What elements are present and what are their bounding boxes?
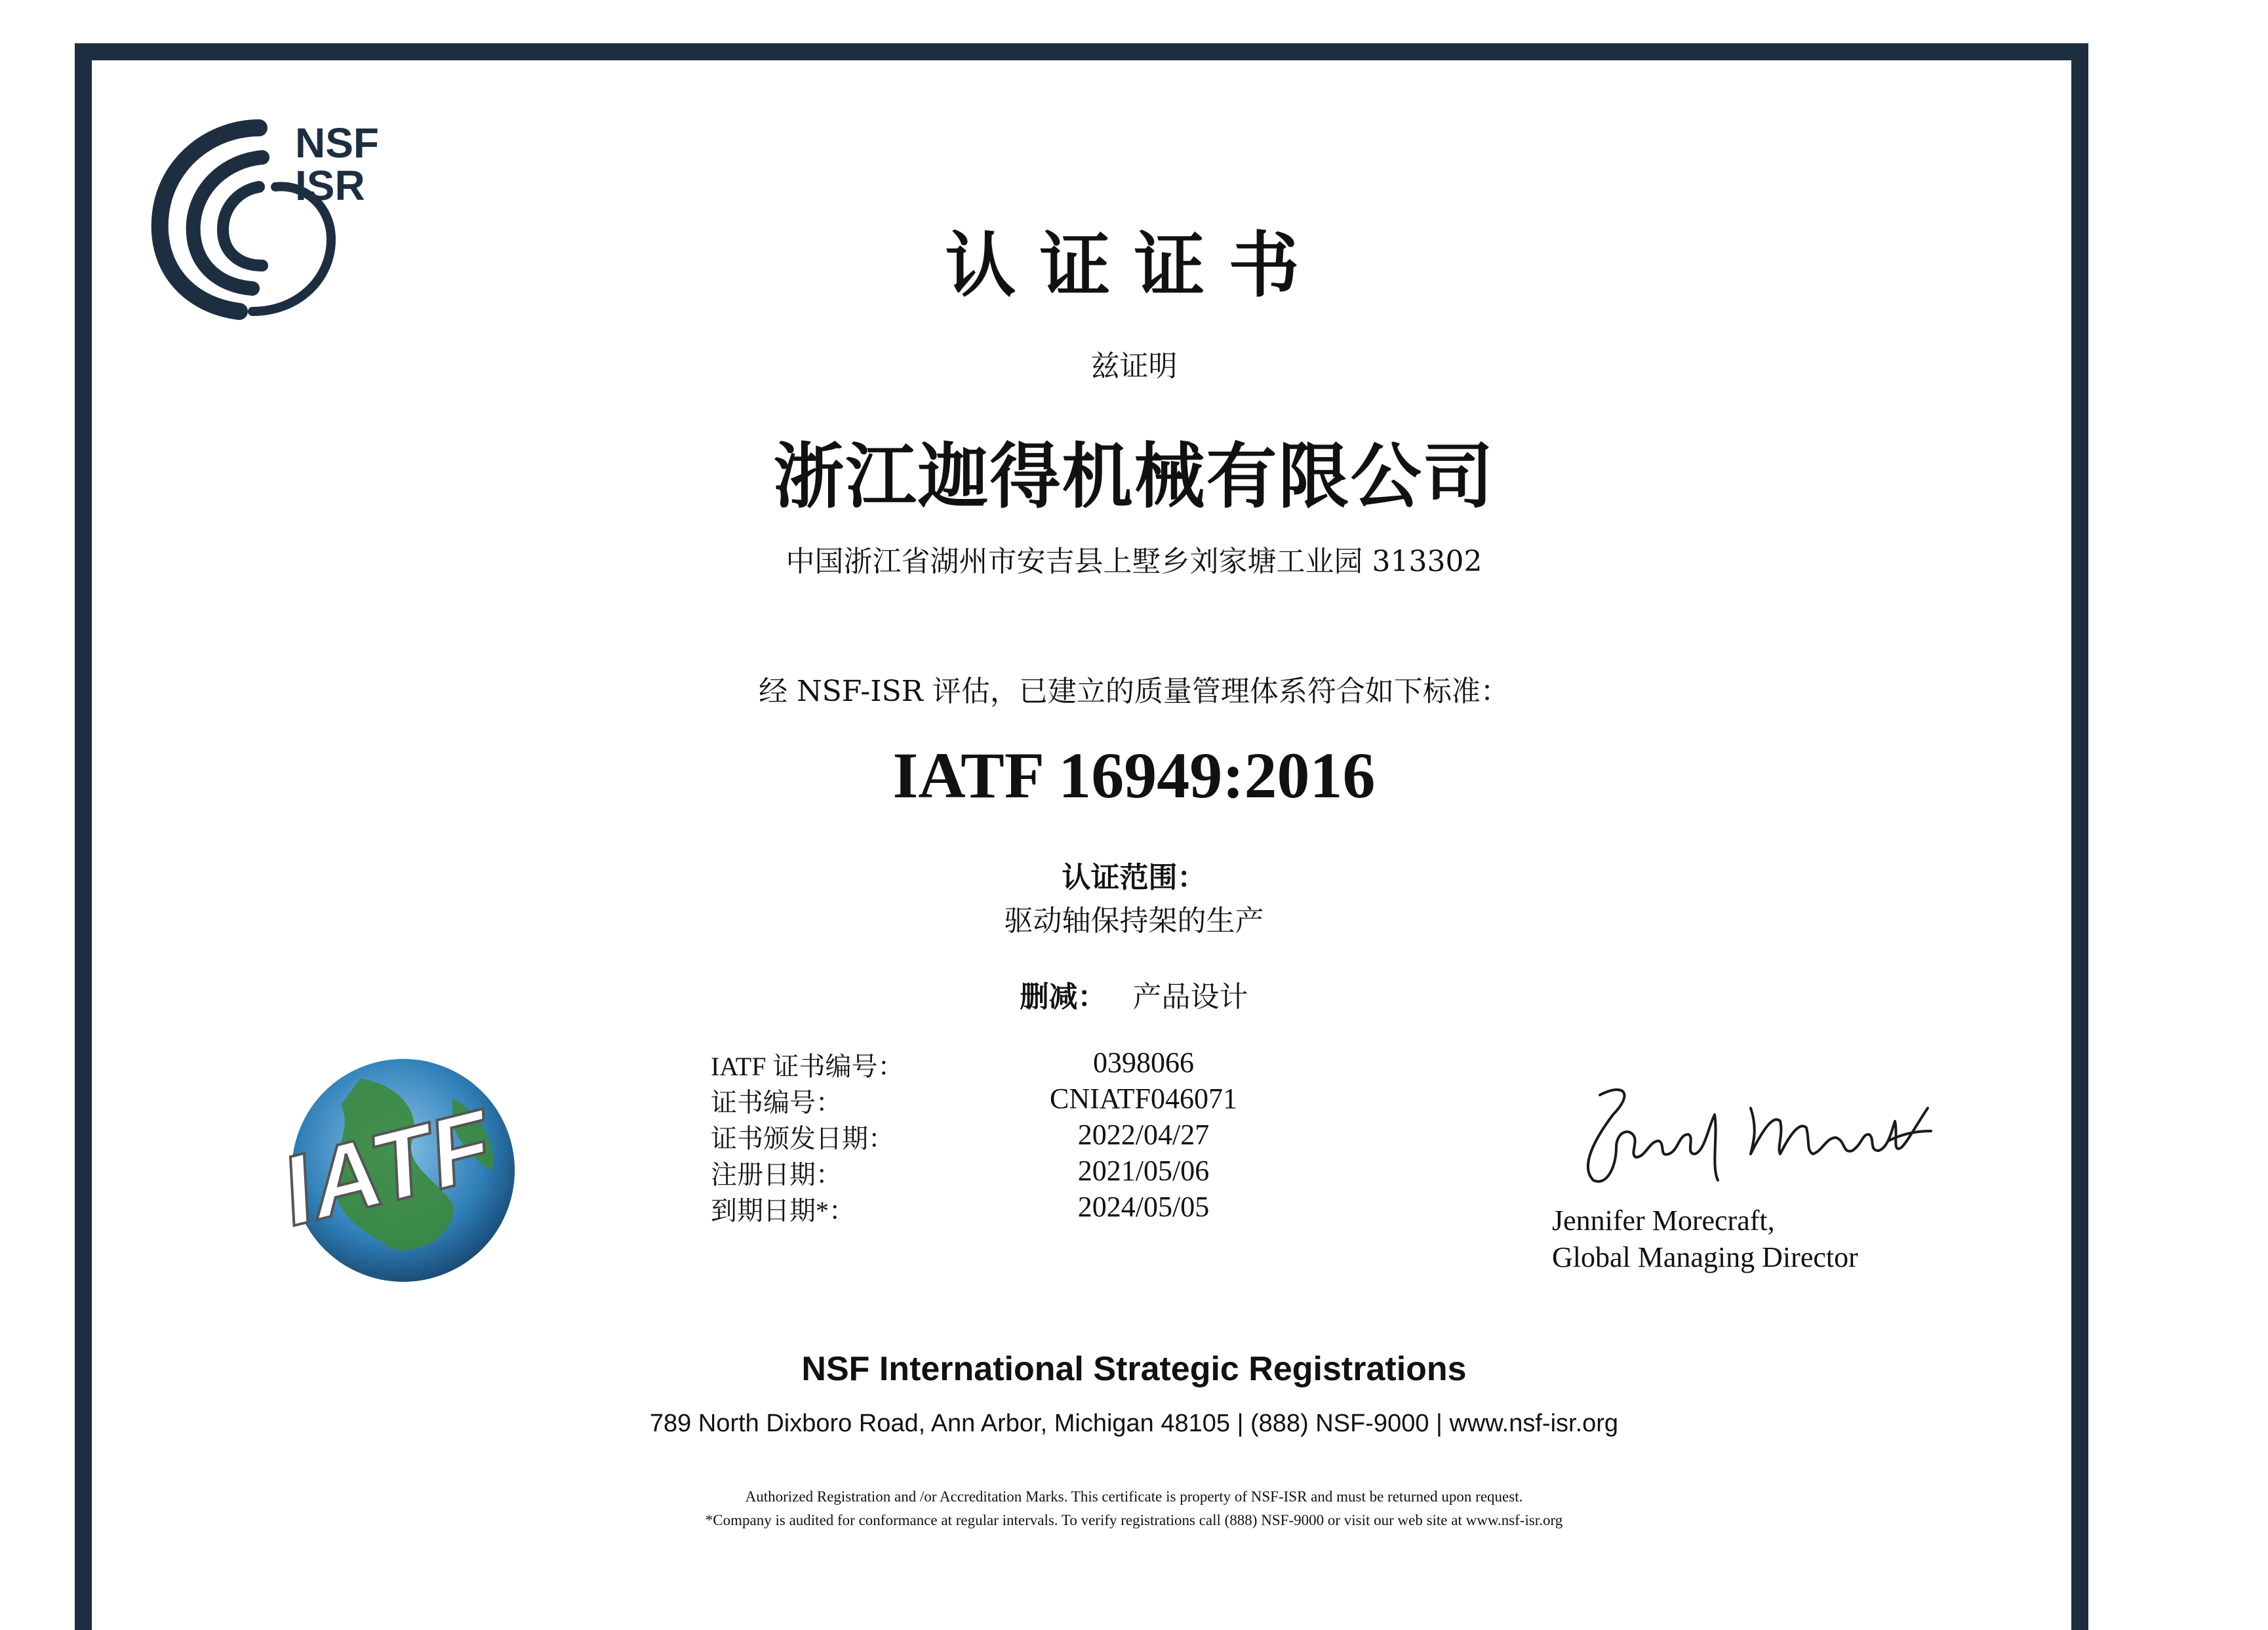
detail-label: 注册日期： (711, 1160, 842, 1189)
detail-row (711, 1046, 1432, 1082)
scope-value: 驱动轴保持架的生产 (1004, 904, 1264, 938)
detail-value: 2022/04/27 (1077, 1119, 1210, 1151)
detail-label: 证书颁发日期： (711, 1124, 894, 1153)
detail-row (711, 1118, 1432, 1154)
detail-value: 2024/05/05 (1077, 1191, 1210, 1223)
detail-row (711, 1082, 1432, 1118)
signature-image (1554, 1069, 1934, 1200)
exclusion-value: 产品设计 (1132, 980, 1248, 1014)
assessment-statement: 经 NSF-ISR 评估，已建立的质量管理体系符合如下标准： (759, 675, 1509, 708)
org-name: NSF International Strategic Registrations (801, 1350, 1467, 1388)
logo-text-nsf: NSF (295, 119, 379, 167)
detail-label: 证书编号： (711, 1088, 842, 1117)
company-address: 中国浙江省湖州市安吉县上墅乡刘家塘工业园 313302 (786, 545, 1482, 578)
iatf-logo (262, 1039, 538, 1288)
scope-label: 认证范围： (1062, 861, 1206, 894)
signer-name: Jennifer Morecraft, (1552, 1204, 1775, 1237)
detail-value: CNIATF046071 (1049, 1083, 1238, 1115)
org-address: 789 North Dixboro Road, Ann Arbor, Michigan 48105 | (888) NSF-9000 | www.nsf-isr.org (649, 1410, 1619, 1437)
exclusion-line (0, 973, 2268, 1015)
signer-title: Global Managing Director (1552, 1241, 1858, 1273)
detail-value: 2021/05/06 (1077, 1155, 1210, 1187)
detail-value: 0398066 (1093, 1046, 1194, 1079)
certificate-title: 认证证书 (945, 224, 1323, 307)
signer-block (1552, 1203, 1858, 1276)
company-name: 浙江迦得机械有限公司 (773, 435, 1495, 518)
detail-row (711, 1154, 1432, 1190)
footer-note-1: Authorized Registration and /or Accreditation Marks. This certificate is property of NSF-ISR and must be returned upon request. (745, 1488, 1523, 1505)
logo-text-isr: ISR (295, 162, 365, 209)
iatf-logo-text: IATF (271, 1088, 503, 1246)
footer-note-2: *Company is audited for conformance at regular intervals. To verify registrations call (888) NSF-9000 or visit our web site at www.nsf-isr.org (705, 1512, 1563, 1528)
exclusion-label: 删减： (1020, 980, 1107, 1014)
certificate-details (711, 1046, 1432, 1226)
detail-label: IATF 证书编号： (711, 1052, 904, 1081)
detail-label: 到期日期*： (711, 1196, 855, 1225)
standard-name: IATF 16949:2016 (892, 739, 1376, 812)
detail-row (711, 1190, 1432, 1226)
intro-text: 兹证明 (1090, 349, 1178, 383)
